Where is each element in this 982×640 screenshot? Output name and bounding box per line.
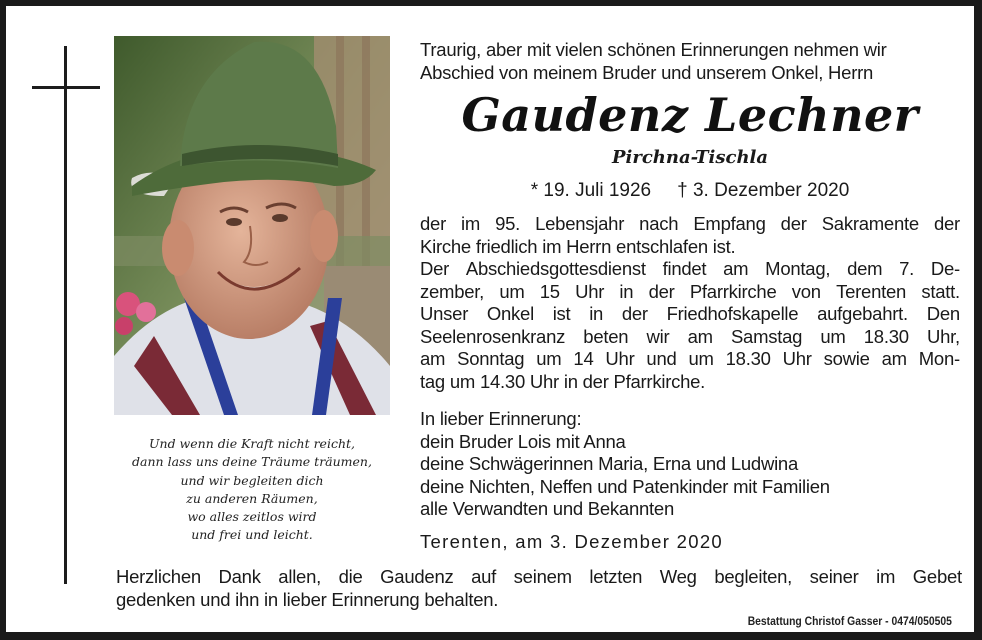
word: im [461, 213, 481, 234]
word: De- [930, 258, 960, 279]
word: Sonntag [457, 348, 525, 369]
word: auf [471, 566, 497, 587]
announcement-line [420, 326, 960, 349]
word: der [621, 303, 648, 324]
memory-line: deine Schwägerinnen Maria, Erna und Ludwina [420, 453, 799, 474]
announcement-line [420, 258, 960, 281]
announcement-line [420, 213, 960, 236]
word: wir [646, 325, 670, 347]
word: dem [847, 258, 883, 279]
thanks-line [116, 566, 962, 589]
word: Gaudenz [380, 566, 454, 587]
memory-line: dein Bruder Lois mit Anna [420, 430, 626, 452]
word: 7. [899, 258, 915, 279]
word: von [791, 280, 821, 302]
word: findet [662, 258, 707, 279]
poem-line: und frei und leicht. [191, 527, 313, 543]
announcement-line [420, 281, 960, 304]
word: der [420, 213, 446, 234]
memory-heading: In lieber Erinnerung: [420, 408, 582, 429]
word: am [881, 348, 907, 369]
word: Herzlichen [116, 566, 201, 587]
poem-line: zu anderen Räumen, [186, 490, 318, 506]
word: und [646, 348, 677, 369]
word: 95. [495, 213, 521, 234]
poem-line: dann lass uns deine Träume träumen, [132, 454, 372, 470]
announcement-line [420, 236, 960, 259]
word: beten [583, 325, 629, 347]
word: Dank [218, 566, 261, 587]
word: begleiten, [714, 566, 793, 587]
word: der [933, 213, 960, 234]
announcement-line [420, 303, 960, 326]
word: am [723, 258, 749, 279]
word: statt. [921, 280, 960, 302]
life-dates [420, 178, 960, 204]
poem [114, 435, 390, 545]
word: Montag, [765, 258, 831, 279]
word: in [619, 280, 634, 302]
word: Gebet [912, 566, 962, 587]
word: Der [420, 258, 450, 279]
word: sowie [823, 348, 870, 369]
word: Abschiedsgottesdienst [465, 258, 646, 279]
word: Friedhofskapelle [666, 303, 799, 324]
deceased-name: Gaudenz Lechner [461, 88, 919, 142]
deceased-place: Pirchna-Tischla [611, 147, 769, 168]
word: um [536, 348, 562, 369]
word: die [338, 566, 363, 587]
word: der [648, 280, 675, 302]
birth-date: * 19. Juli 1926 [530, 180, 652, 201]
word: ist [552, 303, 571, 324]
word: nach [639, 213, 679, 234]
undertaker-contact: Bestattung Christof Gasser - 0474/050505 [747, 616, 952, 628]
word: Onkel [486, 303, 534, 324]
death-date: † 3. Dezember 2020 [677, 180, 850, 201]
word: um [499, 280, 525, 302]
word: Uhr [782, 348, 812, 369]
word: seiner [809, 566, 859, 587]
thanks-line: gedenken und ihn in lieber Erinnerung behalten. [116, 588, 499, 610]
poem-line: Und wenn die Kraft nicht reicht, [148, 436, 355, 451]
word: zember, [420, 280, 485, 302]
memory-list [420, 408, 960, 521]
cross-icon-vertical [64, 46, 67, 584]
word: 18.30 [725, 348, 771, 369]
word: um [688, 348, 714, 369]
poem-line: wo alles zeitlos wird [187, 509, 317, 525]
word: 18.30 [863, 325, 909, 347]
announcement-text [420, 213, 960, 393]
word: in [589, 303, 604, 324]
word: Weg [659, 566, 697, 587]
word: Seelenrosenkranz [420, 325, 566, 347]
word: um [820, 325, 846, 347]
word: 14 [573, 348, 594, 369]
word: Unser [420, 303, 469, 324]
intro-line: Traurig, aber mit vielen schönen Erinnerungen nehmen wir [420, 39, 887, 60]
word: tag um 14.30 Uhr in der Pfarrkirche. [420, 370, 706, 392]
obituary-card [6, 6, 974, 632]
word: Pfarrkirche [689, 280, 777, 302]
word: Den [926, 303, 960, 324]
word: Uhr [575, 280, 605, 302]
word: Mon- [918, 348, 960, 369]
poem-line: und wir begleiten dich [180, 472, 324, 488]
word: seinem [513, 566, 572, 587]
location-date: Terenten, am 3. Dezember 2020 [420, 531, 724, 552]
intro-line: Abschied von meinem Bruder und unserem Onkel, Herrn [420, 62, 874, 83]
word: Uhr [605, 348, 635, 369]
word: Uhr, [926, 325, 960, 347]
word: allen, [278, 566, 322, 587]
word: am [687, 325, 713, 347]
thanks-text [116, 566, 962, 611]
word: am [420, 348, 446, 369]
word: aufgebahrt. [817, 303, 908, 324]
word: 15 [539, 280, 560, 302]
word: letzten [589, 566, 643, 587]
portrait-photo [114, 36, 390, 415]
cross-icon-horizontal [32, 86, 100, 89]
word: der [780, 213, 807, 234]
memory-line: alle Verwandten und Bekannten [420, 498, 675, 519]
word: Terenten [836, 280, 907, 302]
word: Empfang [693, 213, 766, 234]
word: im [876, 566, 896, 587]
word: Samstag [730, 325, 803, 347]
announcement-line [420, 371, 960, 394]
memory-line: deine Nichten, Neffen und Patenkinder mit Familien [420, 475, 830, 497]
word: Sakramente [821, 213, 919, 234]
word: Lebensjahr [535, 213, 625, 234]
word: Kirche friedlich im Herrn entschlafen ist. [420, 235, 736, 257]
announcement-line [420, 348, 960, 371]
intro-text [420, 38, 960, 84]
